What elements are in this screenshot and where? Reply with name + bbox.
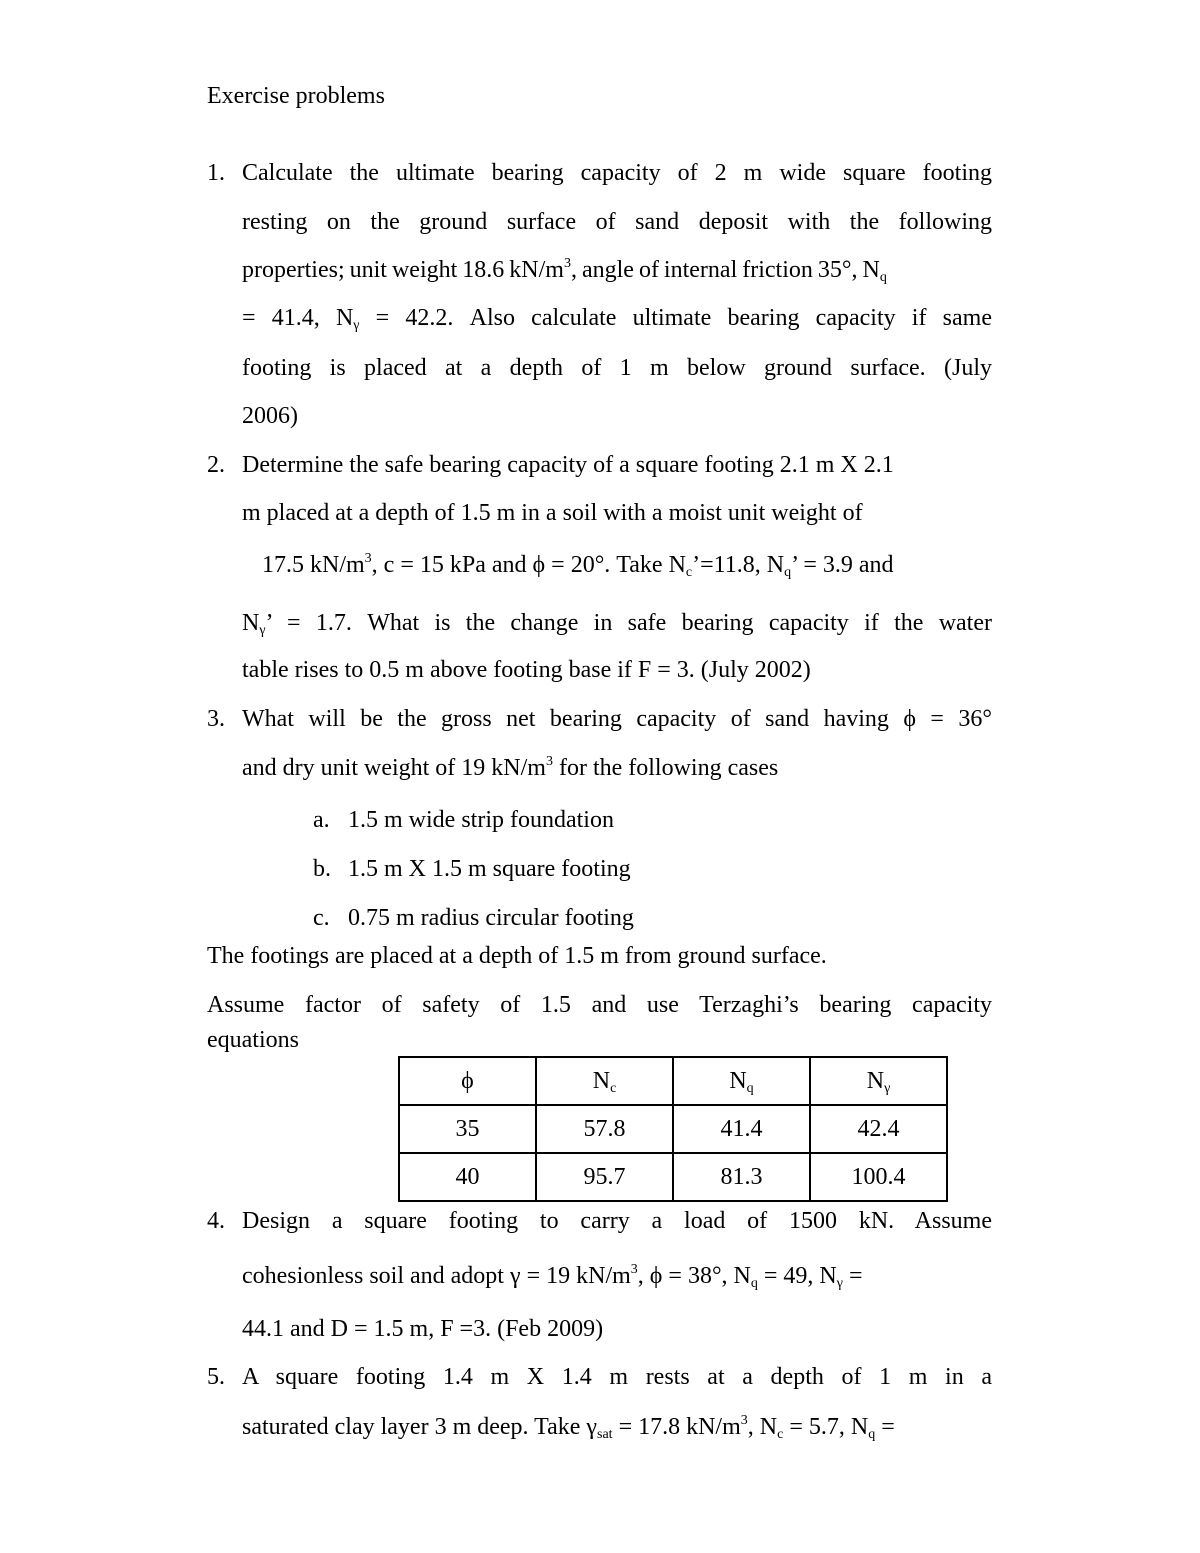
table-cell: 81.3 [673,1153,810,1201]
problem-number: 2. [207,452,225,478]
table-header-cell: $N_\gamma$ [810,1057,947,1105]
table-header-cell: $N_c$ [536,1057,673,1105]
table-cell: 41.4 [673,1105,810,1153]
problem-text-line: 17.5 $kN/m^3$, c = 15 kPa and ϕ = 20°. Take $N_c’=11.8$, $N_q$’ = 3.9 and [262,551,894,580]
problem-text-line: Design a square footing to carry a load of 1500 kN. Assume [242,1208,992,1234]
table-header-cell: ϕ [399,1057,536,1105]
table-cell: 100.4 [810,1153,947,1201]
case-label: a. [313,807,330,833]
problem-text-line: A square footing 1.4 m X 1.4 m rests at a depth of 1 m in a [242,1364,992,1390]
table-cell: 42.4 [810,1105,947,1153]
problem-text-line: $N_\gamma$’ = 1.7. What is the change in safe bearing capacity if the water [242,610,992,638]
problem-text-line: equations [207,1027,299,1053]
case-label: b. [313,856,331,882]
problem-number: 1. [207,160,225,186]
problem-text-line: = 41.4, $N_\gamma = 42.2$. Also calculate ultimate bearing capacity if same [242,305,992,333]
problem-text-line: cohesionless soil and adopt γ = 19 $kN/m^3$, ϕ = 38°, $N_q = 49$, $N_\gamma$ = [242,1262,863,1291]
table-row [399,1105,947,1153]
problem-text-line: m placed at a depth of 1.5 m in a soil with a moist unit weight of [242,500,863,526]
case-text: 0.75 m radius circular footing [348,905,634,931]
problem-text-line: table rises to 0.5 m above footing base if F = 3. (July 2002) [242,657,811,683]
problem-text-line: resting on the ground surface of sand deposit with the following [242,209,992,235]
table-header-row [399,1057,947,1105]
table-row [399,1153,947,1201]
table-cell: 40 [399,1153,536,1201]
table-cell: 35 [399,1105,536,1153]
problem-text-line: saturated clay layer 3 m deep. Take $\gamma_{sat} = 17.8$ $kN/m^3$, $N_c = 5.7$, $N_q$ = [242,1413,895,1442]
case-label: c. [313,905,330,931]
problem-text-line: 2006) [242,403,298,429]
table-cell: 57.8 [536,1105,673,1153]
table-header-cell: $N_q$ [673,1057,810,1105]
case-text: 1.5 m X 1.5 m square footing [348,856,631,882]
page-title: Exercise problems [207,83,385,109]
problem-text-line: Assume factor of safety of 1.5 and use Terzaghi’s bearing capacity [207,992,992,1018]
problem-number: 5. [207,1364,225,1390]
problem-text-line: Determine the safe bearing capacity of a square footing 2.1 m X 2.1 [242,452,894,478]
table-cell: 95.7 [536,1153,673,1201]
problem-text-line: 44.1 and D = 1.5 m, F =3. (Feb 2009) [242,1316,604,1342]
problem-text-line: Calculate the ultimate bearing capacity of 2 m wide square footing [242,160,992,186]
problem-number: 4. [207,1208,225,1234]
problem-text-line: footing is placed at a depth of 1 m below ground surface. (July [242,355,992,381]
problem-text-line: and dry unit weight of 19 $kN/m^3$ for the following cases [242,754,779,781]
problem-text-line: properties; unit weight 18.6 $kN/m^3$, angle of internal friction 35°, $N_q$ [242,256,887,285]
case-text: 1.5 m wide strip foundation [348,807,614,833]
bearing-factor-table [398,1056,948,1202]
problem-text-line: What will be the gross net bearing capacity of sand having ϕ = 36° [242,706,992,732]
problem-number: 3. [207,706,225,732]
problem-text-line: The footings are placed at a depth of 1.5 m from ground surface. [207,943,827,969]
